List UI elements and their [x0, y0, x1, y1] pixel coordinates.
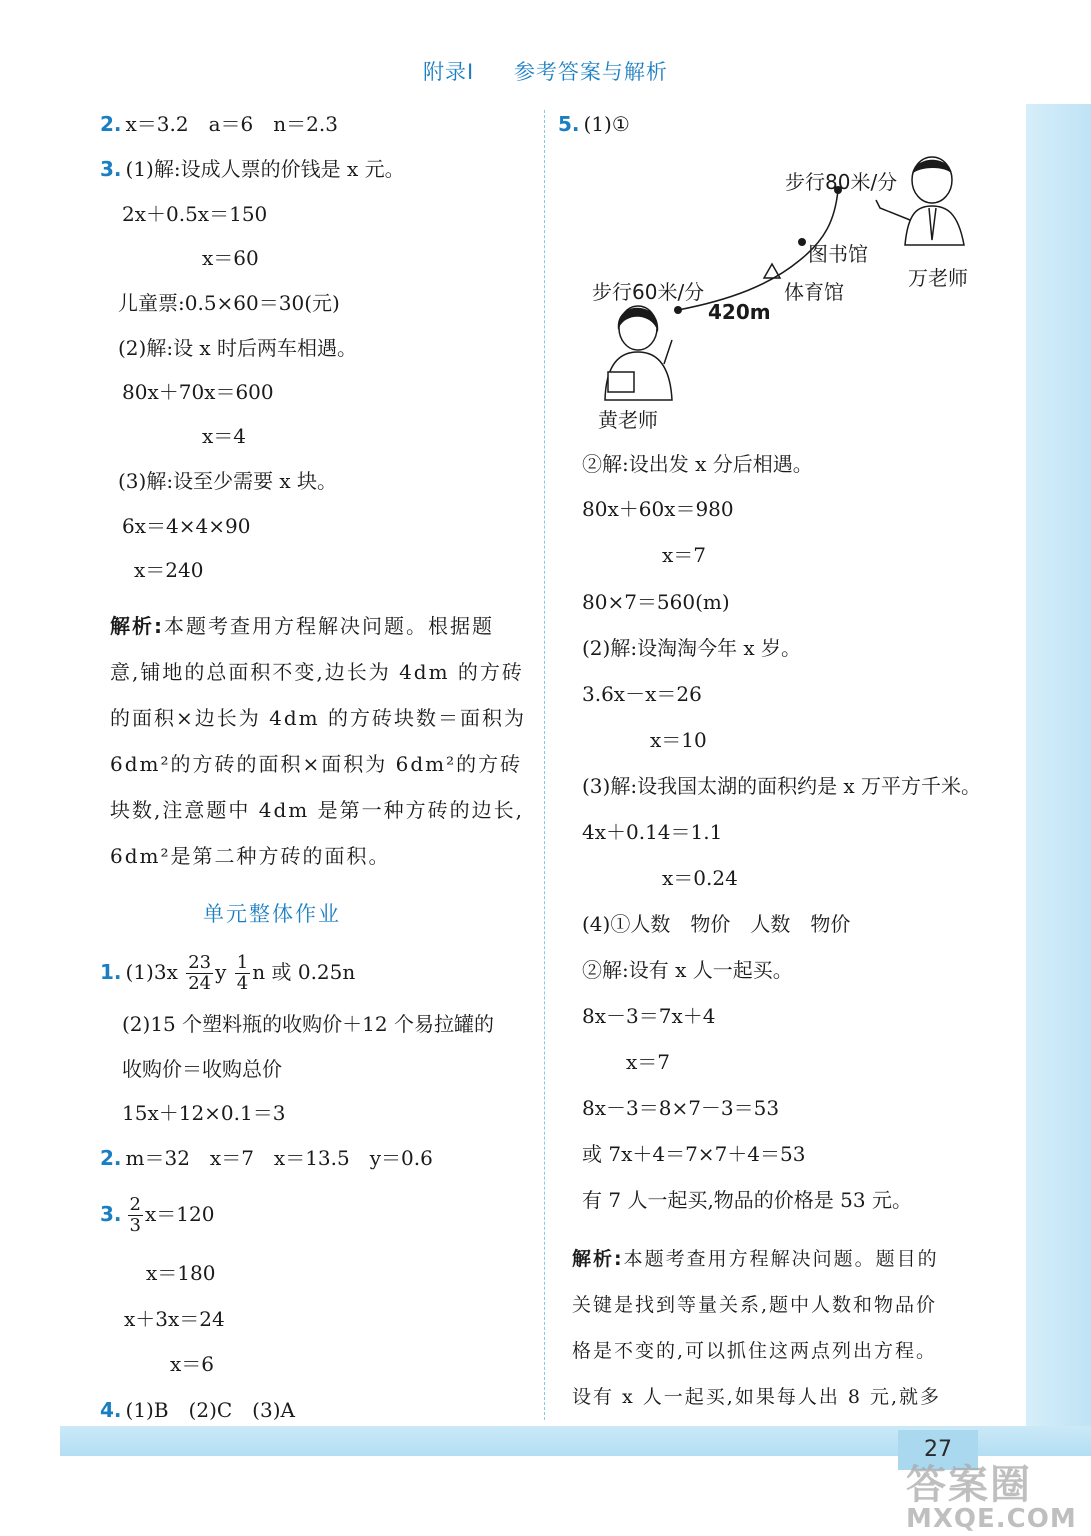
question-number: 2. [100, 1146, 122, 1170]
teacher-huang-figure [605, 306, 672, 400]
answer-5-line-7: x＝10 [650, 728, 707, 752]
answer-5-line-5: (2)解:设淘淘今年 x 岁。 [582, 636, 802, 660]
stadium-label: 体育馆 [784, 280, 844, 304]
answer-2 [100, 110, 338, 138]
right-analysis-line-4: 设有 x 人一起买,如果每人出 8 元,就多 [572, 1386, 942, 1408]
analysis-line-3: 的面积×边长为 4dm 的方砖块数＝面积为 [110, 706, 526, 730]
right-analysis-line-2: 关键是找到等量关系,题中人数和物品价 [572, 1294, 938, 1316]
answer-5-line-1: ②解:设出发 x 分后相遇。 [582, 452, 813, 476]
answer-5-line-9: 4x＋0.14＝1.1 [582, 820, 723, 844]
unit-answer-3-line-2: x＝180 [146, 1261, 216, 1285]
answer-3-line-8: (3)解:设至少需要 x 块。 [118, 469, 338, 493]
unit-answer-1-line-2: (2)15 个塑料瓶的收购价＋12 个易拉罐的 [122, 1012, 494, 1036]
answer-text: (1)解:设成人票的价钱是 x 元。 [125, 157, 405, 181]
column-divider [544, 110, 545, 1420]
library-point [798, 238, 806, 246]
analysis-text: 本题考查用方程解决问题。题目的 [623, 1248, 939, 1270]
answer-5-line-16: 或 7x＋4＝7×7＋4＝53 [582, 1142, 806, 1166]
numerator: 1 [236, 952, 249, 973]
numerator: 23 [188, 952, 212, 973]
answer-5-line-14: x＝7 [626, 1050, 671, 1074]
answer-5-line-17: 有 7 人一起买,物品的价格是 53 元。 [582, 1188, 912, 1212]
answer-3-line-5: (2)解:设 x 时后两车相遇。 [118, 336, 358, 360]
page-header [0, 56, 1091, 86]
answer-3-line-7: x＝4 [202, 424, 247, 448]
right-margin-band [1026, 104, 1091, 1434]
answer-5-line-11: (4)①人数 物价 人数 物价 [582, 912, 851, 936]
header-title: 参考答案与解析 [513, 60, 668, 84]
unit-answer-1 [100, 948, 355, 996]
answer-text: (1)B (2)C (3)A [125, 1398, 295, 1422]
teacher-wan-label: 万老师 [908, 266, 968, 290]
huang-start-point [674, 306, 682, 314]
answer-3-line-4: 儿童票:0.5×60＝30(元) [118, 291, 340, 315]
right-analysis-line-1 [572, 1245, 939, 1273]
fraction [128, 1195, 143, 1236]
answer-5-line-3: x＝7 [662, 543, 707, 567]
denominator: 4 [236, 973, 249, 994]
answer-text: x＝3.2 a＝6 n＝2.3 [125, 112, 338, 136]
site-watermark [906, 1464, 1086, 1532]
fraction [186, 953, 213, 994]
section-title: 单元整体作业 [203, 902, 341, 926]
watermark-line-2: MXQE.COM [906, 1504, 1077, 1534]
question-number: 3. [100, 157, 122, 181]
distance-label: 420m [708, 300, 771, 324]
teacher-huang-label: 黄老师 [598, 408, 658, 432]
answer-text: (1)3x [125, 960, 178, 984]
route-diagram [580, 150, 1000, 440]
unit-answer-3-line-3: x＋3x＝24 [124, 1307, 225, 1331]
answer-5-line-15: 8x－3＝8×7－3＝53 [582, 1096, 780, 1120]
analysis-line-1 [110, 612, 494, 640]
answer-5-line-13: 8x－3＝7x＋4 [582, 1004, 716, 1028]
fraction [235, 953, 250, 994]
answer-5-line-6: 3.6x－x＝26 [582, 682, 702, 706]
answer-3-line-9: 6x＝4×4×90 [122, 514, 251, 538]
unit-answer-3-line-4: x＝6 [170, 1352, 215, 1376]
answer-5-line-4: 80×7＝560(m) [582, 590, 730, 614]
denominator: 24 [188, 973, 212, 994]
analysis-label: 解析: [110, 614, 164, 638]
answer-5-line-8: (3)解:设我国太湖的面积约是 x 万平方千米。 [582, 774, 982, 798]
answer-text: m＝32 x＝7 x＝13.5 y＝0.6 [125, 1146, 433, 1170]
analysis-line-4: 6dm²的方砖的面积×面积为 6dm²的方砖 [110, 752, 523, 776]
analysis-line-6: 6dm²是第二种方砖的面积。 [110, 844, 391, 868]
numerator: 2 [129, 1194, 141, 1215]
answer-5 [558, 110, 630, 138]
header-appendix: 附录Ⅰ [423, 60, 475, 84]
answer-3-line-6: 80x＋70x＝600 [122, 380, 274, 404]
answer-3-line-10: x＝240 [134, 558, 204, 582]
denominator: 3 [129, 1215, 141, 1236]
right-analysis-line-3: 格是不变的,可以抓住这两点列出方程。 [572, 1340, 938, 1362]
answer-5-line-2: 80x＋60x＝980 [582, 497, 734, 521]
question-number: 1. [100, 960, 122, 984]
answer-3-line-2: 2x＋0.5x＝150 [122, 202, 268, 226]
question-number: 5. [558, 112, 580, 136]
analysis-text: 本题考查用方程解决问题。根据题 [164, 614, 494, 638]
answer-text: x＝120 [144, 1202, 215, 1226]
answer-text: (1)① [583, 112, 630, 136]
question-number: 2. [100, 112, 122, 136]
answer-5-line-10: x＝0.24 [662, 866, 738, 890]
answer-3-line-3: x＝60 [202, 246, 259, 270]
question-number: 3. [100, 1202, 122, 1226]
speed-wan-label: 步行80米/分 [785, 170, 898, 194]
question-number: 4. [100, 1398, 122, 1422]
analysis-line-5: 块数,注意题中 4dm 是第一种方砖的边长, [110, 798, 524, 822]
watermark-line-1: 答案圈 [906, 1462, 1032, 1508]
unit-answer-1-line-3: 收购价＝收购总价 [122, 1057, 282, 1081]
unit-answer-1-line-4: 15x＋12×0.1＝3 [122, 1101, 286, 1125]
answer-3-line-1 [100, 155, 405, 183]
page-number: 27 [898, 1430, 978, 1470]
unit-answer-4 [100, 1396, 295, 1424]
analysis-line-2: 意,铺地的总面积不变,边长为 4dm 的方砖 [110, 660, 524, 684]
unit-answer-3 [100, 1190, 214, 1238]
answer-5-line-12: ②解:设有 x 人一起买。 [582, 958, 793, 982]
analysis-label: 解析: [572, 1248, 624, 1270]
speed-huang-label: 步行60米/分 [592, 280, 705, 304]
library-label: 图书馆 [808, 242, 868, 266]
unit-answer-2 [100, 1144, 433, 1172]
answer-text: n 或 0.25n [252, 960, 356, 984]
answer-text: y [215, 960, 227, 984]
